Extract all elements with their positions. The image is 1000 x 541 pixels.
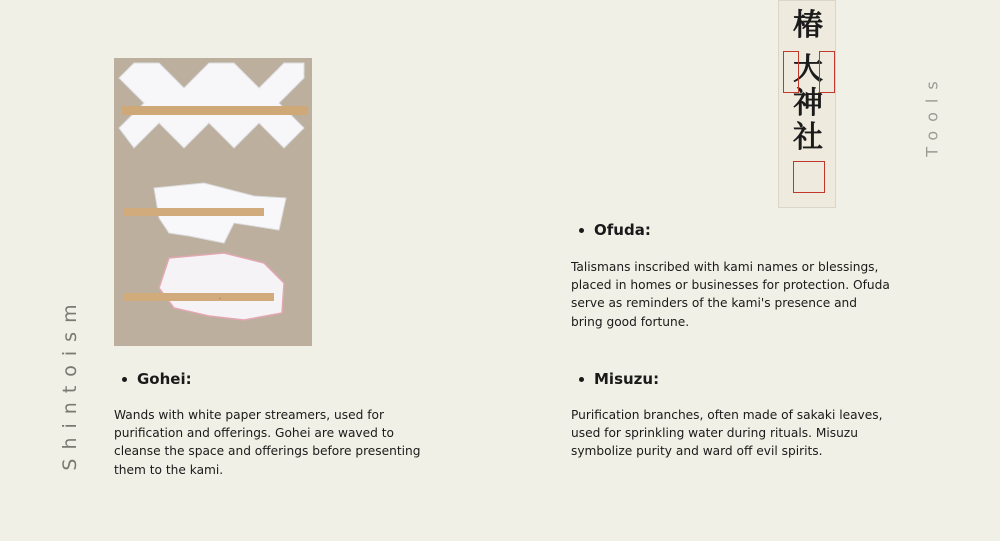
gohei-illustration [114,58,312,346]
side-label: Shintoism [59,295,81,471]
gohei-description: Wands with white paper streamers, used for purification and offerings. Gohei are waved to cleanse the space and offerings before presenting them to the kami. [114,408,421,477]
seal-stamp-left [783,51,799,93]
ofuda-description: Talismans inscribed with kami names or blessings, placed in homes or businesses for protection. Ofuda serve as reminders of the kami's presence and bring good fortune. [571,260,890,329]
corner-label: Tools [922,72,942,157]
gohei-title [122,370,192,388]
ofuda-photo [778,0,836,208]
seal-stamp-bottom [793,161,825,193]
ofuda-kanji-4: 社 [793,120,823,155]
svg-text:.: . [219,294,221,301]
ofuda-kanji-3: 神 [793,86,823,121]
ofuda-title-text: Ofuda: [594,221,651,239]
bullet-icon [579,377,584,382]
bullet-icon [579,228,584,233]
ofuda-title [579,221,651,239]
gohei-title-text: Gohei: [137,370,192,388]
ofuda-kanji-2: 大 [793,52,823,87]
misuzu-title-text: Misuzu: [594,370,660,388]
misuzu-description: Purification branches, often made of sakaki leaves, used for sprinkling water during rituals. Misuzu symbolize purity and ward off evil spirits. [571,408,883,459]
misuzu-title [579,370,659,388]
bullet-icon [122,377,127,382]
ofuda-kanji-1: 椿 [793,8,823,43]
seal-stamp-right [819,51,835,93]
gohei-photo [114,58,312,346]
